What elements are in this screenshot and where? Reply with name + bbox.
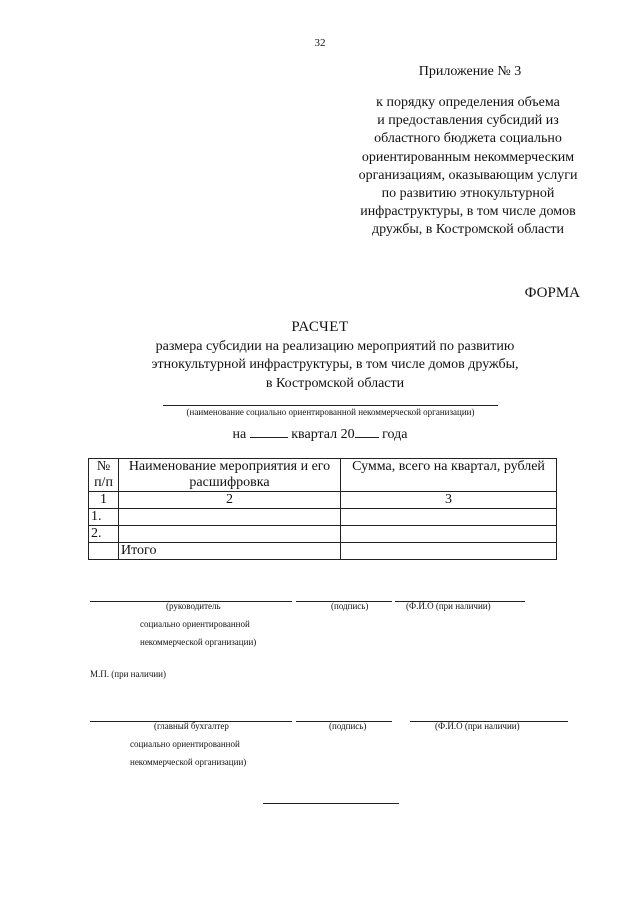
header-number: № п/п xyxy=(89,459,119,492)
appendix-line: организациям, оказывающим услуги xyxy=(358,167,578,183)
appendix-title: Приложение № 3 xyxy=(418,64,522,79)
quarter-suffix: года xyxy=(382,427,408,442)
document-subtitle xyxy=(120,338,550,393)
form-label: ФОРМА xyxy=(524,285,580,301)
col-number-1: 1 xyxy=(89,492,119,509)
appendix-description xyxy=(338,94,598,240)
head-role xyxy=(140,597,300,651)
total-label: Итого xyxy=(119,543,341,560)
total-empty-cell xyxy=(89,543,119,560)
header-event-name: Наименование мероприятия и его расшифровка xyxy=(119,459,341,492)
quarter-prefix: на xyxy=(232,427,247,442)
amount-cell[interactable] xyxy=(341,509,557,526)
quarter-blank[interactable] xyxy=(250,425,288,438)
accountant-role xyxy=(130,717,300,771)
appendix-line: и предоставления субсидий из xyxy=(377,113,559,129)
header-amount: Сумма, всего на квартал, рублей xyxy=(341,459,557,492)
stamp-label: М.П. (при наличии) xyxy=(90,669,166,679)
table-total-row xyxy=(89,543,557,560)
subsidy-table xyxy=(88,458,557,560)
accountant-signature-caption: (подпись) xyxy=(329,721,367,731)
appendix-line: инфраструктуры, в том числе домов xyxy=(360,204,576,220)
total-amount-cell[interactable] xyxy=(341,543,557,560)
col-number-3: 3 xyxy=(341,492,557,509)
appendix-line: ориентированным некоммерческим xyxy=(361,149,575,165)
table-row xyxy=(89,526,557,543)
row-number: 2. xyxy=(89,526,119,543)
head-role-line-text: (руководитель xyxy=(166,601,221,611)
event-name-cell[interactable] xyxy=(119,526,341,543)
accountant-role-line-text: некоммерческой организации) xyxy=(130,757,247,767)
closing-rule xyxy=(263,803,399,804)
organization-name-line[interactable] xyxy=(163,405,498,406)
amount-cell[interactable] xyxy=(341,526,557,543)
accountant-name-caption: (Ф.И.О (при наличии) xyxy=(435,721,520,731)
appendix-line: дружбы, в Костромской области xyxy=(371,222,565,238)
accountant-role-line-text: социально ориентированной xyxy=(130,739,240,749)
table-row xyxy=(89,509,557,526)
appendix-line: областного бюджета социально xyxy=(374,131,562,147)
col-number-2: 2 xyxy=(119,492,341,509)
head-role-line-text: некоммерческой организации) xyxy=(140,637,257,647)
head-role-line-text: социально ориентированной xyxy=(140,619,250,629)
event-name-cell[interactable] xyxy=(119,509,341,526)
year-blank[interactable] xyxy=(355,425,379,438)
row-number: 1. xyxy=(89,509,119,526)
appendix-line: по развитию этнокультурной xyxy=(381,186,555,202)
accountant-role-line-text: (главный бухгалтер xyxy=(154,721,229,731)
organization-caption: (наименование социально ориентированной некоммерческой организации) xyxy=(186,407,475,417)
table-header-row xyxy=(89,459,557,492)
table-numbering-row xyxy=(89,492,557,509)
head-signature-caption: (подпись) xyxy=(331,601,369,611)
subtitle-line: размера субсидии на реализацию мероприятий по развитию xyxy=(155,339,515,354)
appendix-line: к порядку определения объема xyxy=(376,95,560,110)
quarter-line xyxy=(0,425,640,443)
subtitle-line: этнокультурной инфраструктуры, в том числе домов дружбы, xyxy=(151,357,519,373)
quarter-middle: квартал 20 xyxy=(291,427,355,442)
page-number: 32 xyxy=(314,37,326,49)
head-name-caption: (Ф.И.О (при наличии) xyxy=(406,601,491,611)
subtitle-line: в Костромской области xyxy=(265,375,405,391)
document-title: РАСЧЕТ xyxy=(291,319,349,335)
